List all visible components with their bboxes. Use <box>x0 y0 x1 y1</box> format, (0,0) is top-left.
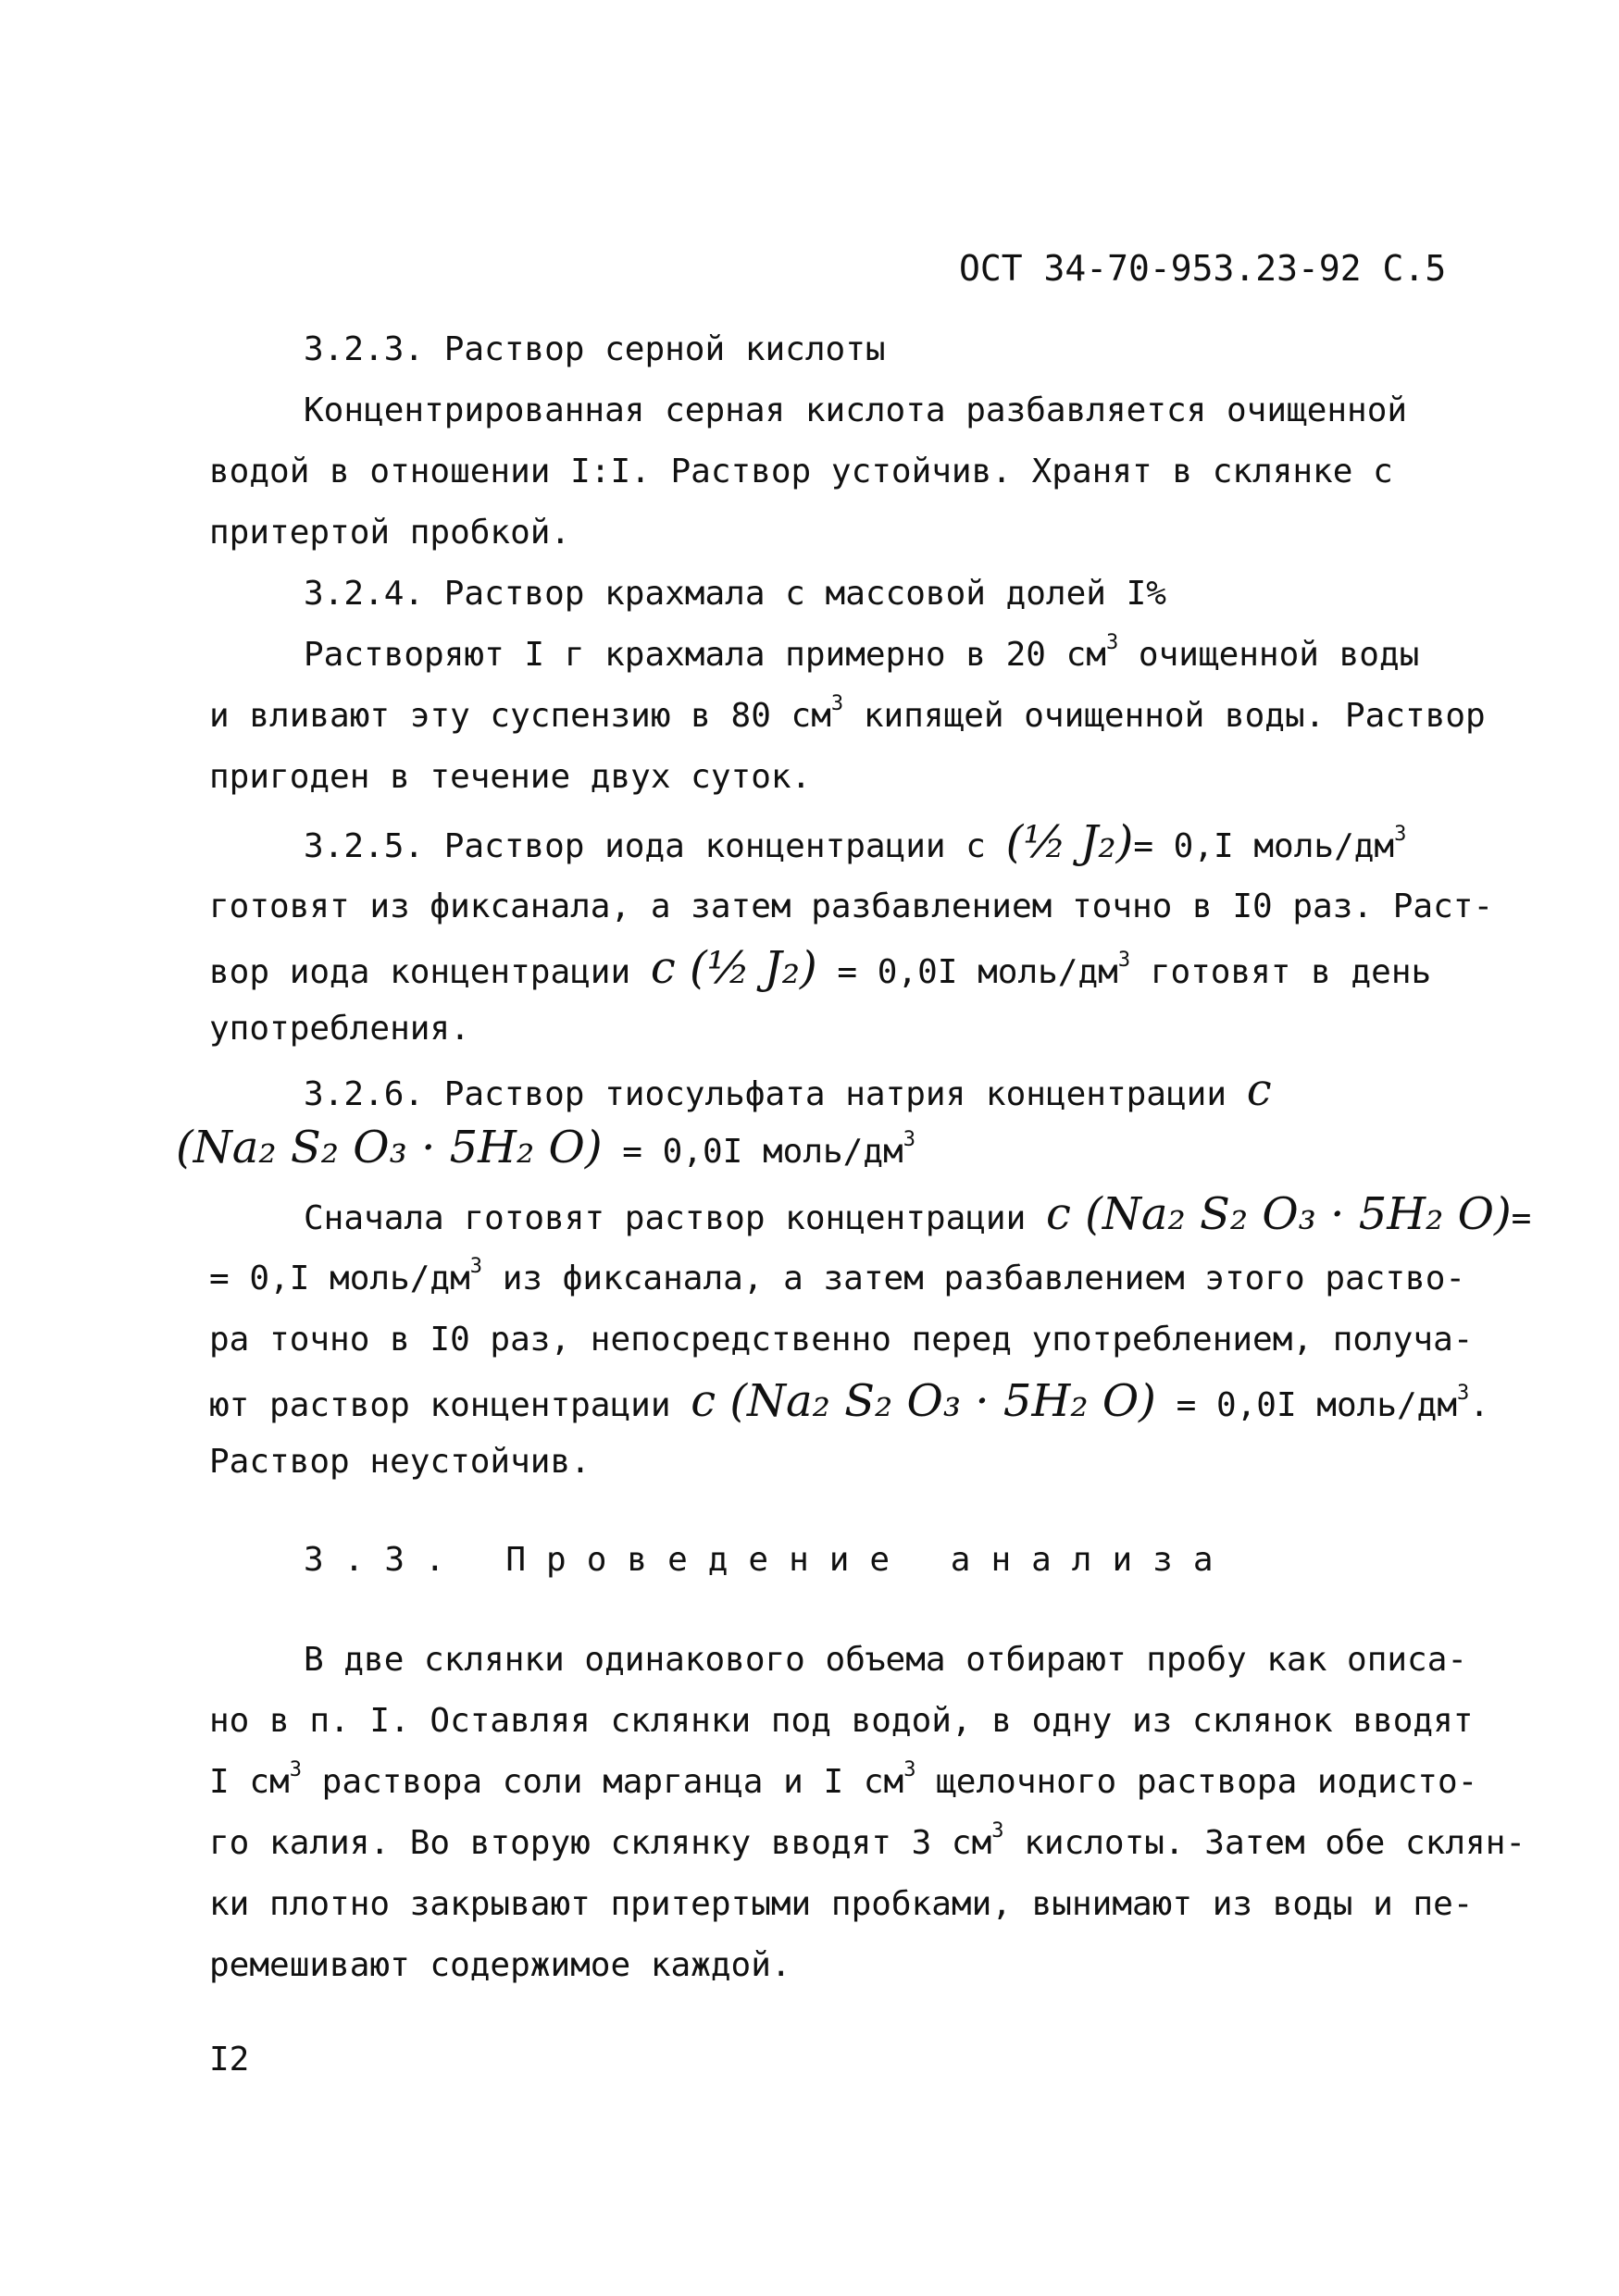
text-run: = 0,0I моль/дм <box>1176 1386 1458 1424</box>
section-title-3-2-3: 3.2.3. Раствор серной кислоты <box>304 330 886 368</box>
text-run: очищенной воды <box>1138 636 1420 674</box>
paragraph-line <box>209 692 1486 737</box>
paragraph-line <box>209 942 1432 994</box>
page-number: I2 <box>209 2041 250 2079</box>
superscript: 3 <box>830 692 844 715</box>
superscript: 3 <box>903 1758 916 1781</box>
paragraph-line: готовят из фиксанала, а затем разбавлением точно в I0 раз. Раст- <box>209 887 1494 925</box>
text-run: = 0,0I моль/дм <box>837 953 1118 991</box>
text-run: = 0,I моль/дм <box>1133 827 1395 865</box>
text-run: Растворяют I г крахмала примерно в 20 см <box>304 636 1106 674</box>
paragraph-line: пригоден в течение двух суток. <box>209 758 812 796</box>
text-run: го калия. Во вторую склянку вводят 3 см <box>209 1824 992 1862</box>
paragraph-line: Раствор неустойчив. <box>209 1443 591 1481</box>
superscript: 3 <box>991 1819 1004 1843</box>
header-doc-ref: ОСТ 34-70-953.23-92 С.5 <box>959 248 1447 289</box>
text-run: I см <box>209 1763 290 1801</box>
superscript: 3 <box>1117 949 1131 972</box>
superscript: 3 <box>1105 631 1119 654</box>
text-run: = 0,I моль/дм <box>209 1260 470 1297</box>
superscript: 3 <box>289 1758 302 1781</box>
paragraph-line <box>304 631 1420 676</box>
text-run: и вливают эту суспензию в 80 см <box>209 697 831 735</box>
text-run: = 0,0I моль/дм <box>622 1133 903 1171</box>
paragraph-line: ремешивают содержимое каждой. <box>209 1946 791 1984</box>
paragraph-line <box>209 1255 1466 1299</box>
handwritten-formula: c <box>1246 1064 1272 1116</box>
text-run: Сначала готовят раствор концентрации <box>304 1199 1027 1237</box>
paragraph-line <box>209 1375 1489 1427</box>
text-run: из фиксанала, а затем разбавлением этого раство- <box>502 1260 1466 1297</box>
text-run: щелочного раствора иодисто- <box>936 1763 1478 1801</box>
superscript: 3 <box>903 1128 915 1151</box>
superscript: 3 <box>1457 1382 1470 1405</box>
section-title-3-3: 3.3. Проведение анализа <box>304 1541 1234 1579</box>
handwritten-formula: c (½ J₂) <box>650 942 817 994</box>
paragraph-line: водой в отношении I:I. Раствор устойчив. Хранят в склянке с <box>209 453 1393 490</box>
paragraph-line <box>209 1819 1526 1864</box>
paragraph-line <box>304 1064 1272 1116</box>
text-run: кислоты. Затем обе склян- <box>1024 1824 1526 1862</box>
text-run: ют раствор концентрации <box>209 1386 671 1424</box>
text-run: вор иода концентрации <box>209 953 631 991</box>
paragraph-line: В две склянки одинакового объема отбирают пробу как описа- <box>304 1641 1468 1679</box>
section-title-3-2-4: 3.2.4. Раствор крахмала с массовой долей I% <box>304 575 1166 613</box>
text-run: 3.2.5. Раствор иода концентрации с <box>304 827 986 865</box>
superscript: 3 <box>469 1255 483 1278</box>
paragraph-line <box>209 1758 1478 1803</box>
paragraph-line: ра точно в I0 раз, непосредственно перед употреблением, получа- <box>209 1321 1474 1359</box>
text-run: готовят в день <box>1150 953 1432 991</box>
paragraph-line: употребления. <box>209 1010 470 1048</box>
text-run: 3.2.6. Раствор тиосульфата натрия концентрации <box>304 1075 1227 1113</box>
paragraph-line: Концентрированная серная кислота разбавляется очищенной <box>304 391 1408 429</box>
paragraph-line: притертой пробкой. <box>209 514 571 552</box>
handwritten-formula: (Na₂ S₂ O₃ · 5H₂ O) <box>176 1122 603 1173</box>
paragraph-line <box>304 816 1407 868</box>
handwritten-formula: c (Na₂ S₂ O₃ · 5H₂ O) <box>1045 1188 1512 1240</box>
text-run: . <box>1469 1386 1489 1424</box>
paragraph-line: ки плотно закрывают притертыми пробками, вынимают из воды и пе- <box>209 1885 1474 1923</box>
text-run: = <box>1511 1199 1532 1237</box>
handwritten-formula: (½ J₂) <box>1005 816 1134 868</box>
superscript: 3 <box>1394 823 1407 846</box>
handwritten-formula: c (Na₂ S₂ O₃ · 5H₂ O) <box>691 1375 1156 1427</box>
text-run: кипящей очищенной воды. Раствор <box>863 697 1486 735</box>
paragraph-line <box>176 1122 915 1173</box>
paragraph-line: но в п. I. Оставляя склянки под водой, в одну из склянок вводят <box>209 1702 1474 1740</box>
text-run: раствора соли марганца и I см <box>321 1763 904 1801</box>
paragraph-line <box>304 1188 1532 1240</box>
